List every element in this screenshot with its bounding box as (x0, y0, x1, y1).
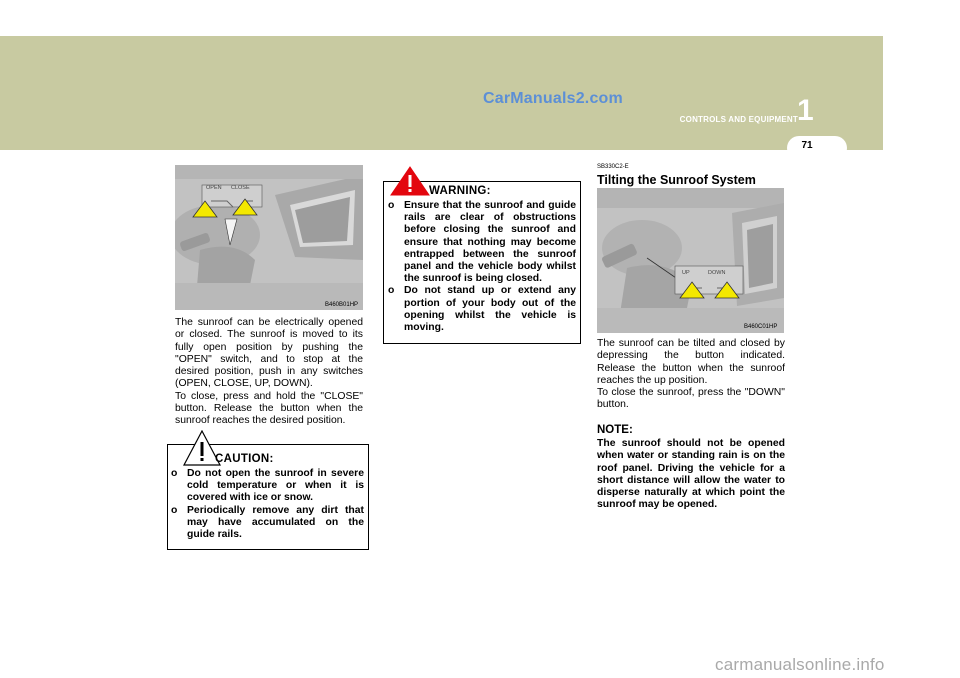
section-code: SB330C2-E (597, 164, 629, 170)
bullet: o (171, 504, 178, 516)
up-down-switch-illustration (597, 188, 784, 333)
switch-label-down: DOWN (708, 270, 726, 276)
sunroof-description (175, 317, 363, 428)
site-watermark[interactable]: CarManuals2.com (483, 90, 623, 107)
sunroof-tilt-photo (597, 188, 784, 333)
header-banner (0, 36, 883, 150)
photo-code: B460B01HP (325, 302, 359, 308)
paragraph: The sunroof can be electrically opened or closed. The sunroof is moved to its fully open position by pushing the "OPEN" switch, and to stop at the desired position, push in any switches (OPEN, CLOSE, UP, DOWN). (175, 317, 363, 390)
section-title: Tilting the Sunroof System (597, 173, 756, 187)
caution-title: CAUTION: (215, 453, 274, 465)
caution-item: o Do not open the sunroof in severe cold temperature or when it is covered with ice or snow. (171, 468, 364, 504)
paragraph: The sunroof can be tilted and closed by depressing the button indicated. Release the button when the sunroof reaches the up position. (597, 338, 785, 386)
bullet: o (388, 285, 395, 297)
caution-item: o Periodically remove any dirt that may have accumulated on the guide rails. (171, 504, 364, 541)
switch-label-close: CLOSE (231, 185, 250, 191)
chapter-title: CONTROLS AND EQUIPMENT (679, 115, 798, 124)
chapter-number: 1 (797, 94, 814, 127)
warning-list (388, 200, 576, 334)
page-number: 71 (801, 140, 813, 151)
switch-label-open: OPEN (206, 185, 222, 191)
warning-title: WARNING: (429, 185, 491, 197)
note-text: The sunroof should not be opened when water or standing rain is on the roof panel. Driving the vehicle for a short distance will allow the water to disperse naturally at which point the sunroof may be opened. (597, 438, 785, 511)
paragraph: To close, press and hold the "CLOSE" button. Release the button when the sunroof reaches the desired position. (175, 390, 363, 427)
bullet: o (171, 468, 178, 479)
warning-item: o Do not stand up or extend any portion of your body out of the opening whilst the vehicle is moving. (388, 285, 576, 334)
caution-list (171, 468, 364, 541)
photo-code: B460C01HP (744, 324, 778, 330)
note-title: NOTE: (597, 424, 633, 436)
warning-box (383, 181, 581, 344)
paragraph: To close the sunroof, press the "DOWN" button. (597, 387, 785, 411)
switch-label-up: UP (682, 270, 690, 276)
caution-box (167, 444, 369, 550)
tilt-description (597, 338, 785, 412)
bullet: o (388, 200, 395, 211)
footer-watermark[interactable]: carmanualsonline.info (715, 655, 885, 674)
sunroof-open-close-photo (175, 165, 363, 310)
warning-item: o Ensure that the sunroof and guide rails are clear of obstructions before closing the sunroof and ensure that nothing may become entrapped between the sunroof panel and the vehicle body whilst the sunroof is being closed. (388, 200, 576, 285)
open-close-switch-illustration (175, 165, 363, 310)
warning-triangle-icon (390, 166, 430, 196)
